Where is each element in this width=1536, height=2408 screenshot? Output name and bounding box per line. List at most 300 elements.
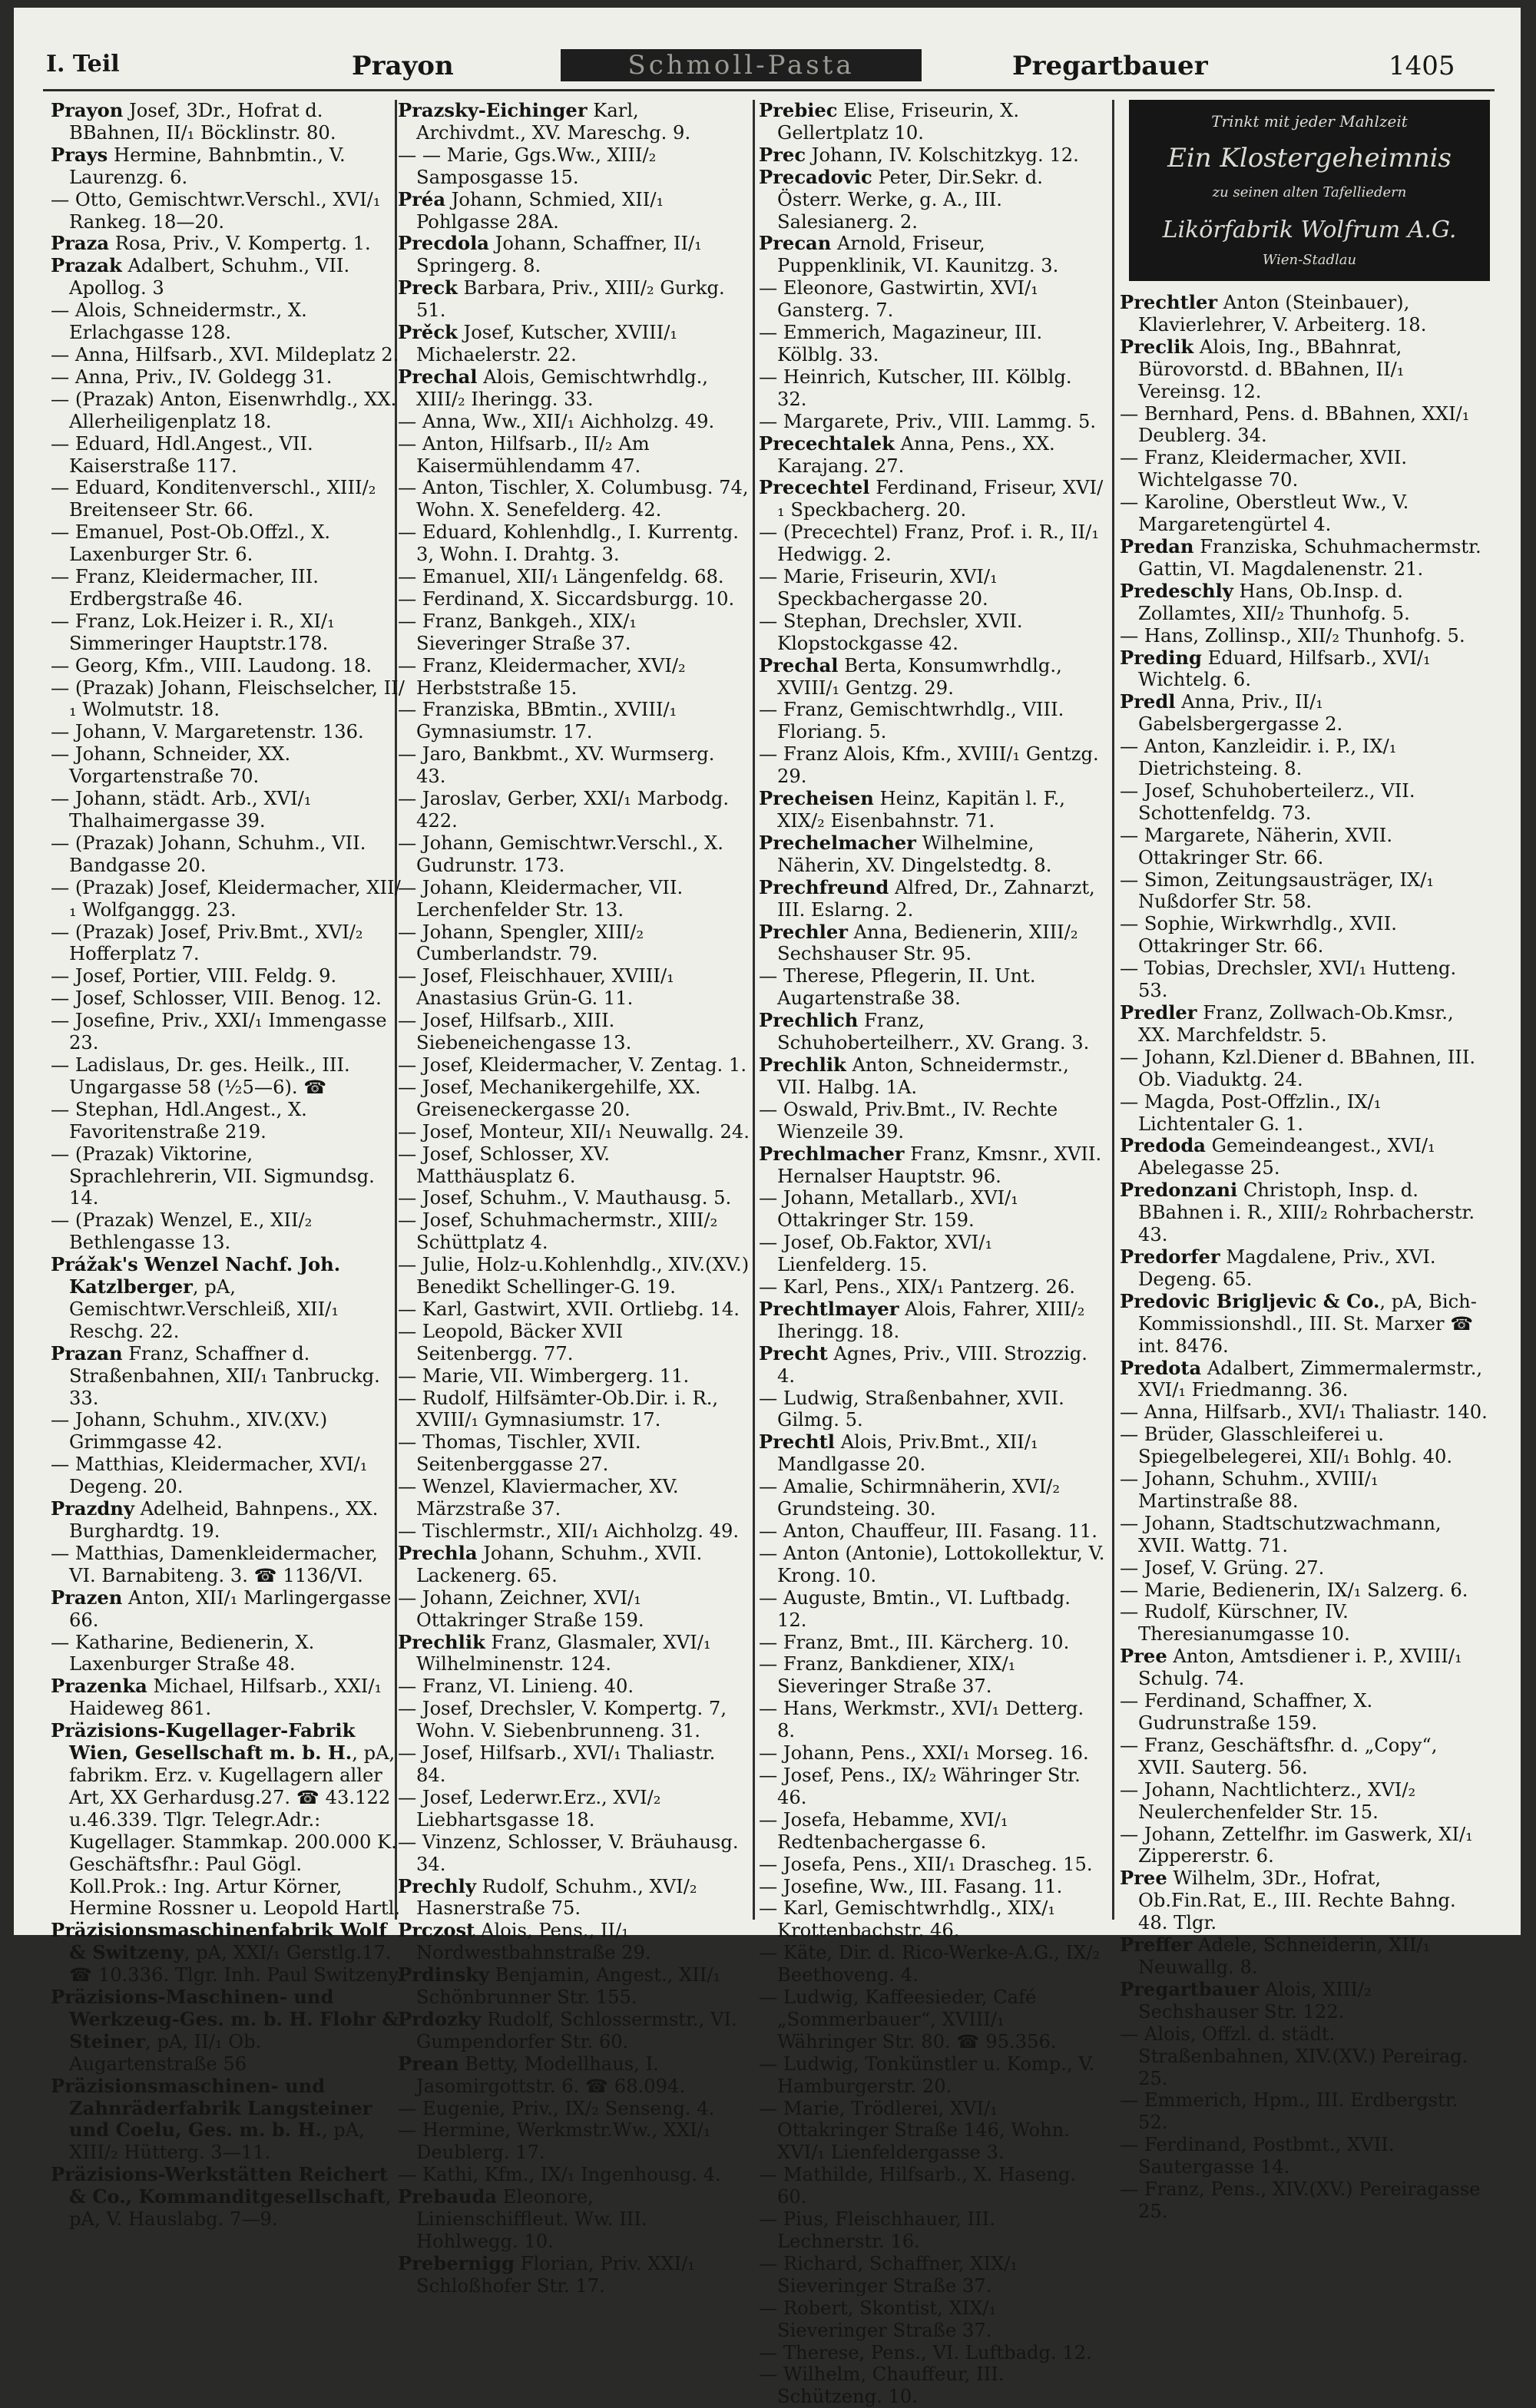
page-header bbox=[14, 8, 1521, 81]
entry-surname: Prechlik bbox=[398, 1630, 485, 1653]
entry-surname: Predonzani bbox=[1120, 1179, 1238, 1202]
entry-surname: Precadovic bbox=[759, 165, 872, 188]
entry-details: — Franz, Bankdiener, XIX/₁ Sieveringer Straße 37. bbox=[759, 1653, 1016, 1698]
entry-surname: Prechler bbox=[759, 920, 848, 943]
directory-entry bbox=[1120, 580, 1490, 625]
entry-details: — Josef, Schlosser, XV. Matthäusplatz 6. bbox=[398, 1143, 610, 1187]
advertisement-box bbox=[1129, 100, 1490, 281]
entry-details: — (Prazak) Johann, Fleischselcher, II/₁ Wolmutstr. 18. bbox=[51, 676, 405, 721]
directory-entry bbox=[51, 433, 406, 478]
entry-surname: Precechtalek bbox=[759, 432, 895, 455]
directory-entry bbox=[759, 433, 1106, 478]
entry-details: — Franz, Bmt., III. Kärcherg. 10. bbox=[759, 1631, 1070, 1653]
directory-entry bbox=[398, 877, 750, 921]
entry-surname: Préa bbox=[398, 187, 445, 210]
entry-details: — Thomas, Tischler, XVII. Seitenberggasse 27. bbox=[398, 1431, 641, 1476]
entry-surname: Preding bbox=[1120, 646, 1202, 669]
directory-entry bbox=[398, 1254, 750, 1298]
directory-entry bbox=[398, 1543, 750, 1587]
entry-details: — Alois, Offzl. d. städt. Straßenbahnen, XIV.(XV.) Pereirag. 25. bbox=[1120, 2023, 1468, 2089]
directory-entry bbox=[1120, 1179, 1490, 1246]
entry-details: — Matthias, Kleidermacher, XVI/₁ Degeng. 20. bbox=[51, 1454, 368, 1498]
directory-entry bbox=[398, 1209, 750, 1254]
entry-details: — (Prazak) Josef, Priv.Bmt., XVI/₂ Hofferplatz 7. bbox=[51, 921, 363, 965]
directory-entry bbox=[398, 655, 750, 700]
entry-details: — Matthias, Damenkleidermacher, VI. Barnabiteng. 3. ☎ 1136/VI. bbox=[51, 1542, 378, 1586]
entry-details: — Josef, Hilfsarb., XIII. Siebeneichengasse 13. bbox=[398, 1010, 632, 1054]
directory-entry bbox=[1120, 1047, 1490, 1091]
column-4 bbox=[1120, 291, 1490, 2222]
entry-details: — (Prazak) Wenzel, E., XII/₂ Bethlengasse 13. bbox=[51, 1209, 313, 1254]
directory-entry bbox=[759, 167, 1106, 233]
directory-entry bbox=[51, 255, 406, 299]
directory-entry bbox=[51, 2076, 406, 2165]
directory-entry bbox=[398, 1831, 750, 1876]
entry-details: , pA, XXI/₁ Gerstlg.17. ☎ 10.336. Tlgr. Inh. Paul Switzeny. bbox=[69, 1942, 402, 1986]
entry-details: — Johann, städt. Arb., XVI/₁ Thalhaimergasse 39. bbox=[51, 788, 312, 832]
entry-details: Michael, Hilfsarb., XXI/₁ Haideweg 861. bbox=[69, 1675, 382, 1720]
header-rule bbox=[43, 89, 1495, 91]
directory-entry bbox=[398, 189, 750, 233]
entry-details: Agnes, Priv., VIII. Strozzig. 4. bbox=[777, 1342, 1087, 1387]
entry-details: — (Prazak) Johann, Schuhm., VII. Bandgasse 20. bbox=[51, 832, 366, 876]
directory-entry bbox=[759, 1942, 1106, 1986]
entry-details: — Auguste, Bmtin., VI. Luftbadg. 12. bbox=[759, 1586, 1071, 1631]
directory-entry bbox=[1120, 869, 1490, 914]
entry-details: — Anton, Kanzleidir. i. P., IX/₁ Dietrichsteing. 8. bbox=[1120, 736, 1397, 780]
directory-entry bbox=[398, 2119, 750, 2164]
entry-details: Franz, Glasmaler, XVI/₁ Wilhelminenstr. 124. bbox=[416, 1631, 711, 1675]
directory-entry bbox=[759, 1010, 1106, 1054]
directory-entry bbox=[1120, 336, 1490, 403]
entry-details: — Johann, Schuhm., XIV.(XV.) Grimmgasse 42. bbox=[51, 1409, 328, 1454]
directory-entry bbox=[398, 1587, 750, 1632]
entry-details: — Josef, Lederwr.Erz., XVI/₂ Liebhartsgasse 18. bbox=[398, 1786, 661, 1831]
directory-entry bbox=[759, 1854, 1106, 1876]
directory-entry bbox=[759, 1897, 1106, 1942]
entry-details: Gemeindeangest., XVI/₁ Abelegasse 25. bbox=[1138, 1135, 1435, 1179]
directory-entry bbox=[398, 2253, 750, 2297]
entry-details: — Josef, Hilfsarb., XVI/₁ Thaliastr. 84. bbox=[398, 1742, 716, 1786]
entry-details: — Rudolf, Hilfsämter-Ob.Dir. i. R., XVIII/₁ Gymnasiumstr. 17. bbox=[398, 1387, 719, 1431]
directory-entry bbox=[51, 344, 406, 366]
entry-details: Hermine, Bahnbmtin., V. Laurenzg. 6. bbox=[69, 144, 346, 188]
entry-details: — Anton, Tischler, X. Columbusg. 74, Wohn. X. Senefelderg. 42. bbox=[398, 477, 749, 521]
directory-entry bbox=[759, 1276, 1106, 1298]
directory-entry bbox=[1120, 691, 1490, 736]
directory-entry bbox=[398, 1964, 750, 2009]
entry-details: Magdalene, Priv., XVI. Degeng. 65. bbox=[1138, 1245, 1436, 1290]
directory-entry bbox=[51, 1209, 406, 1254]
column-3 bbox=[759, 99, 1106, 2408]
entry-details: Eleonore, Linienschiffleut. Ww. III. Hohlwegg. 10. bbox=[416, 2186, 647, 2252]
entry-details: Rosa, Priv., V. Kompertg. 1. bbox=[109, 233, 371, 255]
directory-entry bbox=[1120, 1735, 1490, 1779]
entry-details: Rudolf, Schuhm., XVI/₂ Hasnerstraße 75. bbox=[416, 1875, 697, 1920]
entry-surname: Predorfer bbox=[1120, 1245, 1220, 1268]
entry-surname: Präzisionsmaschinenfabrik Wolf & Switzeny bbox=[51, 1919, 387, 1964]
directory-entry bbox=[759, 1232, 1106, 1276]
directory-entry bbox=[759, 100, 1106, 144]
entry-surname: Prays bbox=[51, 143, 108, 166]
entry-surname: Predota bbox=[1120, 1356, 1202, 1379]
directory-entry bbox=[1120, 1557, 1490, 1579]
directory-entry bbox=[1120, 2134, 1490, 2178]
directory-entry bbox=[759, 1587, 1106, 1632]
entry-surname: Prebauda bbox=[398, 2185, 498, 2208]
directory-entry bbox=[1120, 1824, 1490, 1868]
entry-details: — Ferdinand, Schaffner, X. Gudrunstraße 159. bbox=[1120, 1690, 1373, 1734]
ad-line: Trinkt mit jeder Mahlzeit bbox=[1211, 112, 1408, 131]
directory-entry bbox=[398, 1431, 750, 1476]
entry-details: — Ludwig, Tonkünstler u. Komp., V. Hamburgerstr. 20. bbox=[759, 2052, 1095, 2097]
entry-details: — Johann, Pens., XXI/₁ Morseg. 16. bbox=[759, 1742, 1089, 1765]
entry-details: — Eduard, Konditenverschl., XIII/₂ Breitenseer Str. 66. bbox=[51, 477, 376, 521]
entry-details: — Josefa, Pens., XII/₁ Drascheg. 15. bbox=[759, 1853, 1093, 1875]
entry-surname: Prechly bbox=[398, 1874, 476, 1897]
entry-details: — Tischlermstr., XII/₁ Aichholzg. 49. bbox=[398, 1520, 740, 1542]
directory-entry bbox=[51, 299, 406, 344]
entry-details: — Ladislaus, Dr. ges. Heilk., III. Ungargasse 58 (½5—6). ☎ bbox=[51, 1054, 350, 1098]
entry-details: Berta, Konsumwrhdlg., XVIII/₁ Gentzg. 29. bbox=[777, 654, 1062, 699]
entry-details: — Anton, Chauffeur, III. Fasang. 11. bbox=[759, 1520, 1097, 1542]
entry-details: Alois, XIII/₂ Sechshauser Str. 122. bbox=[1138, 1978, 1372, 2023]
entry-details: Alois, Gemischtwrhdlg., XIII/₂ Iheringg. 33. bbox=[416, 366, 708, 410]
entry-details: Karl, Archivdmt., XV. Mareschg. 9. bbox=[416, 100, 691, 144]
entry-details: — Emanuel, Post-Ob.Offzl., X. Laxenburger Str. 6. bbox=[51, 521, 331, 566]
directory-entry bbox=[398, 1187, 750, 1209]
entry-details: — Heinrich, Kutscher, III. Kölblg. 32. bbox=[759, 366, 1072, 410]
entry-surname: Präzisions-Werkstätten Reichert & Co., Kommanditgesellschaft bbox=[51, 2163, 388, 2208]
directory-entry bbox=[398, 965, 750, 1010]
entry-details: — Jaroslav, Gerber, XXI/₁ Marbodg. 422. bbox=[398, 788, 730, 832]
directory-entry bbox=[398, 1920, 750, 1964]
entry-details: — Vinzenz, Schlosser, V. Bräuhausg. 34. bbox=[398, 1831, 739, 1875]
entry-surname: Präzisions-Kugellager-Fabrik Wien, Gesellschaft m. b. H. bbox=[51, 1719, 356, 1765]
directory-entry bbox=[51, 743, 406, 788]
entry-details: — Johann, Zettelfhr. im Gaswerk, XI/₁ Zippererstr. 6. bbox=[1120, 1823, 1473, 1867]
entry-details: , pA, Bich-Kommissionshdl., III. St. Marxer ☎ int. 8476. bbox=[1138, 1290, 1477, 1357]
entry-details: — Josefine, Priv., XXI/₁ Immengasse 23. bbox=[51, 1010, 387, 1054]
directory-entry bbox=[759, 2253, 1106, 2297]
directory-entry bbox=[51, 877, 406, 921]
entry-details: — Ferdinand, Postbmt., XVII. Sautergasse 14. bbox=[1120, 2134, 1395, 2178]
entry-surname: Predler bbox=[1120, 1001, 1197, 1024]
entry-surname: Prec bbox=[759, 143, 806, 166]
entry-details: — (Prazak) Anton, Eisenwrhdlg., XX. Allerheiligenplatz 18. bbox=[51, 388, 397, 432]
entry-details: — Eduard, Kohlenhdlg., I. Kurrentg. 3, Wohn. I. Drahtg. 3. bbox=[398, 521, 739, 566]
directory-entry bbox=[398, 366, 750, 411]
entry-details: — Johann, Zeichner, XVI/₁ Ottakringer Straße 159. bbox=[398, 1586, 644, 1631]
entry-details: — Emmerich, Magazineur, III. Kölblg. 33. bbox=[759, 322, 1043, 366]
directory-entry bbox=[398, 699, 750, 743]
directory-entry bbox=[51, 677, 406, 722]
entry-details: — Johann, Schuhm., XVIII/₁ Martinstraße 88. bbox=[1120, 1468, 1379, 1512]
entry-details: — Marie, Trödlerei, XVI/₁ Ottakringer Straße 146, Wohn. XVI/₁ Lienfeldergasse 3. bbox=[759, 2097, 1070, 2164]
entry-details: — Johann, Kzl.Diener d. BBahnen, III. Ob. Viaduktg. 24. bbox=[1120, 1046, 1476, 1090]
ad-line: zu seinen alten Tafelliedern bbox=[1212, 184, 1407, 200]
directory-entry bbox=[1120, 1867, 1490, 1934]
directory-entry bbox=[1120, 491, 1490, 536]
entry-details: Ferdinand, Friseur, XVI/₁ Speckbacherg. 20. bbox=[777, 477, 1104, 521]
entry-details: — Hans, Werkmstr., XVI/₁ Detterg. 8. bbox=[759, 1698, 1084, 1742]
entry-details: — Robert, Skontist, XIX/₁ Sieveringer Straße 37. bbox=[759, 2297, 997, 2341]
directory-entry bbox=[51, 1675, 406, 1720]
directory-entry bbox=[398, 588, 750, 610]
entry-details: Franz, Schuhoberteilherr., XV. Grang. 3. bbox=[777, 1010, 1090, 1054]
entry-details: Josef, 3Dr., Hofrat d. BBahnen, II/₁ Böcklinstr. 80. bbox=[69, 100, 336, 144]
directory-entry bbox=[759, 1143, 1106, 1188]
entry-surname: Prechla bbox=[398, 1541, 478, 1564]
entry-surname: Prechelmacher bbox=[759, 831, 916, 854]
entry-details: — Johann, Kleidermacher, VII. Lerchenfelder Str. 13. bbox=[398, 876, 684, 921]
entry-details: — Johann, Gemischtwr.Verschl., X. Gudrunstr. 173. bbox=[398, 832, 723, 876]
entry-details: , pA, Gemischtwr.Verschleiß, XII/₁ Reschg. 22. bbox=[69, 1276, 339, 1342]
directory-entry bbox=[51, 1254, 406, 1343]
directory-entry bbox=[51, 189, 406, 233]
entry-details: — Franz, Kleidermacher, XVII. Wichtelgasse 70. bbox=[1120, 447, 1408, 491]
directory-entry bbox=[51, 1054, 406, 1099]
directory-entry bbox=[51, 521, 406, 566]
directory-entry bbox=[398, 2164, 750, 2186]
directory-entry bbox=[398, 2009, 750, 2053]
entry-details: — Brüder, Glasschleiferei u. Spiegelbelegerei, XII/₁ Bohlg. 40. bbox=[1120, 1424, 1453, 1468]
entry-details: — Johann, V. Margaretenstr. 136. bbox=[51, 721, 364, 743]
entry-details: — Georg, Kfm., VIII. Laudong. 18. bbox=[51, 654, 372, 676]
entry-details: — Josefine, Ww., III. Fasang. 11. bbox=[759, 1875, 1063, 1897]
entry-details: — Josef, Schuhm., V. Mauthausg. 5. bbox=[398, 1187, 732, 1209]
directory-entry bbox=[1120, 736, 1490, 780]
entry-details: — Simon, Zeitungsausträger, IX/₁ Nußdorfer Str. 58. bbox=[1120, 868, 1435, 913]
entry-details: — Ludwig, Straßenbahner, XVII. Gilmg. 5. bbox=[759, 1387, 1064, 1431]
entry-surname: Prechfreund bbox=[759, 875, 889, 898]
entry-details: Franz, Schaffner d. Straßenbahnen, XII/₁ Tanbruckg. 33. bbox=[69, 1342, 380, 1409]
directory-entry bbox=[759, 1476, 1106, 1520]
directory-entry bbox=[51, 987, 406, 1010]
directory-entry bbox=[398, 100, 750, 144]
entry-details: — Karl, Gemischtwrhdlg., XIX/₁ Krottenbachstr. 46. bbox=[759, 1897, 1056, 1942]
entry-details: — Josef, Monteur, XII/₁ Neuwallg. 24. bbox=[398, 1120, 750, 1143]
entry-surname: Pree bbox=[1120, 1867, 1167, 1890]
entry-details: — Ferdinand, X. Siccardsburgg. 10. bbox=[398, 587, 735, 610]
directory-entry bbox=[398, 743, 750, 788]
directory-entry bbox=[1120, 1291, 1490, 1358]
entry-details: — Franz, Pens., XIV.(XV.) Pereiragasse 25. bbox=[1120, 2178, 1481, 2222]
entry-details: — Hermine, Werkmstr.Ww., XXI/₁ Deublerg. 17. bbox=[398, 2119, 711, 2164]
directory-entry bbox=[398, 322, 750, 366]
entry-surname: Prean bbox=[398, 2052, 459, 2075]
entry-details: — (Prazak) Josef, Kleidermacher, XII/₁ Wolfganggg. 23. bbox=[51, 876, 401, 921]
entry-details: Alfred, Dr., Zahnarzt, III. Eslarng. 2. bbox=[777, 876, 1095, 921]
directory-entry bbox=[1120, 625, 1490, 647]
entry-details: Christoph, Insp. d. BBahnen i. R., XIII/₂ Rohrbacherstr. 43. bbox=[1138, 1179, 1475, 1246]
directory-entry bbox=[51, 655, 406, 677]
entry-details: — Alois, Schneidermstr., X. Erlachgasse 128. bbox=[51, 299, 307, 344]
entry-surname: Preffer bbox=[1120, 1933, 1193, 1957]
entry-details: — Josef, Schuhoberteilerz., VII. Schottenfeldg. 73. bbox=[1120, 779, 1415, 824]
column-1 bbox=[51, 99, 406, 2231]
entry-details: — (Prazak) Viktorine, Sprachlehrerin, VII. Sigmundsg. 14. bbox=[51, 1143, 375, 1209]
entry-details: — Franziska, BBmtin., XVIII/₁ Gymnasiumstr. 17. bbox=[398, 699, 677, 743]
directory-entry bbox=[759, 2208, 1106, 2253]
directory-entry bbox=[398, 1321, 750, 1365]
directory-entry bbox=[398, 921, 750, 966]
entry-details: Alois, Ing., BBahnrat, Bürovorstd. d. BBahnen, II/₁ Vereinsg. 12. bbox=[1138, 336, 1405, 402]
entry-surname: Pree bbox=[1120, 1645, 1167, 1668]
entry-details: — Anna, Ww., XII/₁ Aichholzg. 49. bbox=[398, 410, 715, 432]
entry-details: — Anna, Hilfsarb., XVI/₁ Thaliastr. 140. bbox=[1120, 1401, 1488, 1424]
directory-entry bbox=[51, 366, 406, 389]
directory-entry bbox=[398, 411, 750, 433]
directory-entry bbox=[759, 1543, 1106, 1587]
entry-details: — Josef, Kleidermacher, V. Zentag. 1. bbox=[398, 1054, 747, 1076]
entry-details: — Karoline, Oberstleut Ww., V. Margaretengürtel 4. bbox=[1120, 491, 1409, 536]
entry-details: — Eduard, Hdl.Angest., VII. Kaiserstraße 117. bbox=[51, 432, 313, 477]
directory-entry bbox=[759, 699, 1106, 743]
entry-details: Alois, Pens., II/₁ Nordwestbahnstraße 29. bbox=[416, 1920, 651, 1964]
entry-surname: Prazan bbox=[51, 1341, 123, 1364]
entry-details: — (Precechtel) Franz, Prof. i. R., II/₁ Hedwigg. 2. bbox=[759, 521, 1100, 566]
directory-entry bbox=[759, 921, 1106, 966]
directory-entry bbox=[759, 1187, 1106, 1232]
directory-entry bbox=[51, 1343, 406, 1410]
directory-entry bbox=[398, 1298, 750, 1321]
entry-details: — Tobias, Drechsler, XVI/₁ Hutteng. 53. bbox=[1120, 958, 1457, 1002]
entry-details: — Kathi, Kfm., IX/₁ Ingenhousg. 4. bbox=[398, 2164, 721, 2186]
entry-details: — Anton, Hilfsarb., II/₂ Am Kaisermühlendamm 47. bbox=[398, 432, 650, 477]
directory-entry bbox=[398, 433, 750, 478]
directory-entry bbox=[759, 2297, 1106, 2342]
entry-details: Anton (Steinbauer), Klavierlehrer, V. Arbeiterg. 18. bbox=[1138, 292, 1427, 336]
entry-surname: Predan bbox=[1120, 534, 1194, 557]
directory-entry bbox=[51, 610, 406, 655]
directory-entry bbox=[1120, 1779, 1490, 1824]
entry-surname: Prazak bbox=[51, 254, 122, 277]
column-divider bbox=[1112, 100, 1114, 1920]
page-number: 1405 bbox=[1389, 51, 1455, 81]
entry-details: — Jaro, Bankbmt., XV. Wurmserg. 43. bbox=[398, 743, 715, 788]
directory-entry bbox=[759, 2342, 1106, 2364]
directory-entry bbox=[759, 2164, 1106, 2208]
directory-entry bbox=[398, 2098, 750, 2120]
entry-details: Johann, Schaffner, II/₁ Springerg. 8. bbox=[416, 233, 702, 277]
entry-details: — Franz Alois, Kfm., XVIII/₁ Gentzg. 29. bbox=[759, 743, 1099, 788]
entry-surname: Preclik bbox=[1120, 335, 1194, 358]
entry-details: — Josef, Drechsler, V. Kompertg. 7, Wohn. V. Siebenbrunneng. 31. bbox=[398, 1698, 727, 1742]
entry-surname: Prebernigg bbox=[398, 2251, 515, 2274]
entry-details: Adalbert, Zimmermalermstr., XVI/₁ Friedmanng. 36. bbox=[1138, 1357, 1483, 1401]
entry-surname: Praza bbox=[51, 232, 110, 255]
entry-details: — Therese, Pflegerin, II. Unt. Augartenstraße 38. bbox=[759, 965, 1036, 1010]
directory-entry bbox=[759, 1632, 1106, 1654]
directory-entry bbox=[1120, 958, 1490, 1002]
directory-entry bbox=[759, 788, 1106, 832]
directory-entry bbox=[398, 1077, 750, 1121]
directory-entry bbox=[398, 1876, 750, 1920]
entry-details: — Sophie, Wirkwrhdlg., XVII. Ottakringer Str. 66. bbox=[1120, 913, 1397, 958]
entry-details: Barbara, Priv., XIII/₂ Gurkg. 51. bbox=[416, 277, 725, 322]
directory-entry bbox=[51, 566, 406, 610]
entry-details: Johann, IV. Kolschitzkyg. 12. bbox=[806, 144, 1079, 166]
entry-details: — Emanuel, XII/₁ Längenfeldg. 68. bbox=[398, 566, 724, 588]
directory-entry bbox=[759, 1742, 1106, 1765]
entry-surname: Präzisionsmaschinen- und Zahnräderfabrik Langsteiner und Coelu, Ges. m. b. H. bbox=[51, 2074, 372, 2142]
entry-surname: Prechtler bbox=[1120, 291, 1218, 313]
directory-entry bbox=[398, 1742, 750, 1787]
entry-details: — Anton (Antonie), Lottokollektur, V. Krong. 10. bbox=[759, 1542, 1105, 1586]
directory-entry bbox=[1120, 1246, 1490, 1291]
directory-entry bbox=[398, 610, 750, 655]
entry-details: — Emmerich, Hpm., III. Erdbergstr. 52. bbox=[1120, 2089, 1458, 2134]
directory-entry bbox=[759, 2098, 1106, 2165]
entry-details: — Johann, Schneider, XX. Vorgartenstraße 70. bbox=[51, 743, 291, 788]
entry-details: Anna, Pens., XX. Karajang. 27. bbox=[777, 432, 1055, 477]
entry-details: — Franz, Bankgeh., XIX/₁ Sieveringer Straße 37. bbox=[398, 610, 637, 654]
directory-entry bbox=[1120, 1601, 1490, 1646]
directory-entry bbox=[759, 233, 1106, 277]
entry-details: — Ludwig, Kaffeesieder, Café „Sommerbauer“, XVIII/₁ Währinger Str. 80. ☎ 95.356. bbox=[759, 1986, 1057, 2052]
directory-entry bbox=[1120, 1002, 1490, 1047]
directory-entry bbox=[51, 1986, 406, 2076]
directory-entry bbox=[1120, 447, 1490, 491]
entry-surname: Prechlmacher bbox=[759, 1142, 905, 1165]
directory-entry bbox=[51, 1099, 406, 1143]
entry-surname: Prczost bbox=[398, 1919, 475, 1942]
directory-entry bbox=[1120, 1358, 1490, 1402]
directory-entry bbox=[51, 1920, 406, 1986]
directory-entry bbox=[51, 2164, 406, 2231]
entry-details: — Bernhard, Pens. d. BBahnen, XXI/₁ Deublerg. 34. bbox=[1120, 402, 1470, 447]
directory-entry bbox=[398, 788, 750, 832]
directory-entry bbox=[1120, 1424, 1490, 1468]
directory-entry bbox=[1120, 292, 1490, 336]
directory-entry bbox=[398, 277, 750, 322]
entry-details: Johann, Schmied, XII/₁ Pohlgasse 28A. bbox=[416, 188, 664, 233]
entry-details: — Katharine, Bedienerin, X. Laxenburger Straße 48. bbox=[51, 1631, 315, 1675]
entry-details: , pA, XIII/₂ Hütterg. 3—11. bbox=[69, 2119, 365, 2164]
directory-entry bbox=[759, 1809, 1106, 1854]
directory-entry bbox=[398, 1054, 750, 1077]
directory-entry bbox=[759, 743, 1106, 788]
directory-entry bbox=[51, 832, 406, 877]
entry-details: Alois, Fahrer, XIII/₂ Iheringg. 18. bbox=[777, 1298, 1085, 1342]
entry-details: — Stephan, Hdl.Angest., X. Favoritenstraße 219. bbox=[51, 1098, 307, 1143]
entry-details: Adalbert, Schuhm., VII. Apollog. 3 bbox=[69, 255, 350, 299]
directory-entry bbox=[759, 1054, 1106, 1099]
directory-entry bbox=[398, 1520, 750, 1543]
directory-entry bbox=[51, 721, 406, 743]
entry-details: Johann, Schuhm., XVII. Lackenerg. 65. bbox=[416, 1542, 703, 1586]
entry-details: — Stephan, Drechsler, XVII. Klopstockgasse 42. bbox=[759, 610, 1023, 654]
entry-details: Heinz, Kapitän l. F., XIX/₂ Eisenbahnstr. 71. bbox=[777, 788, 1065, 832]
entry-details: — Oswald, Priv.Bmt., IV. Rechte Wienzeile 39. bbox=[759, 1098, 1058, 1143]
entry-details: — Magda, Post-Offzlin., IX/₁ Lichtentaler G. 1. bbox=[1120, 1090, 1382, 1135]
directory-entry bbox=[1120, 825, 1490, 869]
directory-entry bbox=[759, 366, 1106, 411]
entry-details: — Therese, Pens., VI. Luftbadg. 12. bbox=[759, 2341, 1092, 2363]
directory-page bbox=[14, 8, 1521, 2408]
entry-surname: Preck bbox=[398, 276, 458, 299]
directory-entry bbox=[1120, 1468, 1490, 1513]
first-entry-word: Prayon bbox=[352, 51, 454, 81]
directory-entry bbox=[398, 1632, 750, 1676]
entry-surname: Prechlik bbox=[759, 1053, 846, 1076]
directory-entry bbox=[1120, 1401, 1490, 1424]
entry-surname: Prazsky-Eichinger bbox=[398, 99, 588, 121]
directory-entry bbox=[51, 965, 406, 987]
entry-details: — Anna, Hilfsarb., XVI. Mildeplatz 2. bbox=[51, 343, 399, 366]
directory-entry bbox=[759, 322, 1106, 366]
